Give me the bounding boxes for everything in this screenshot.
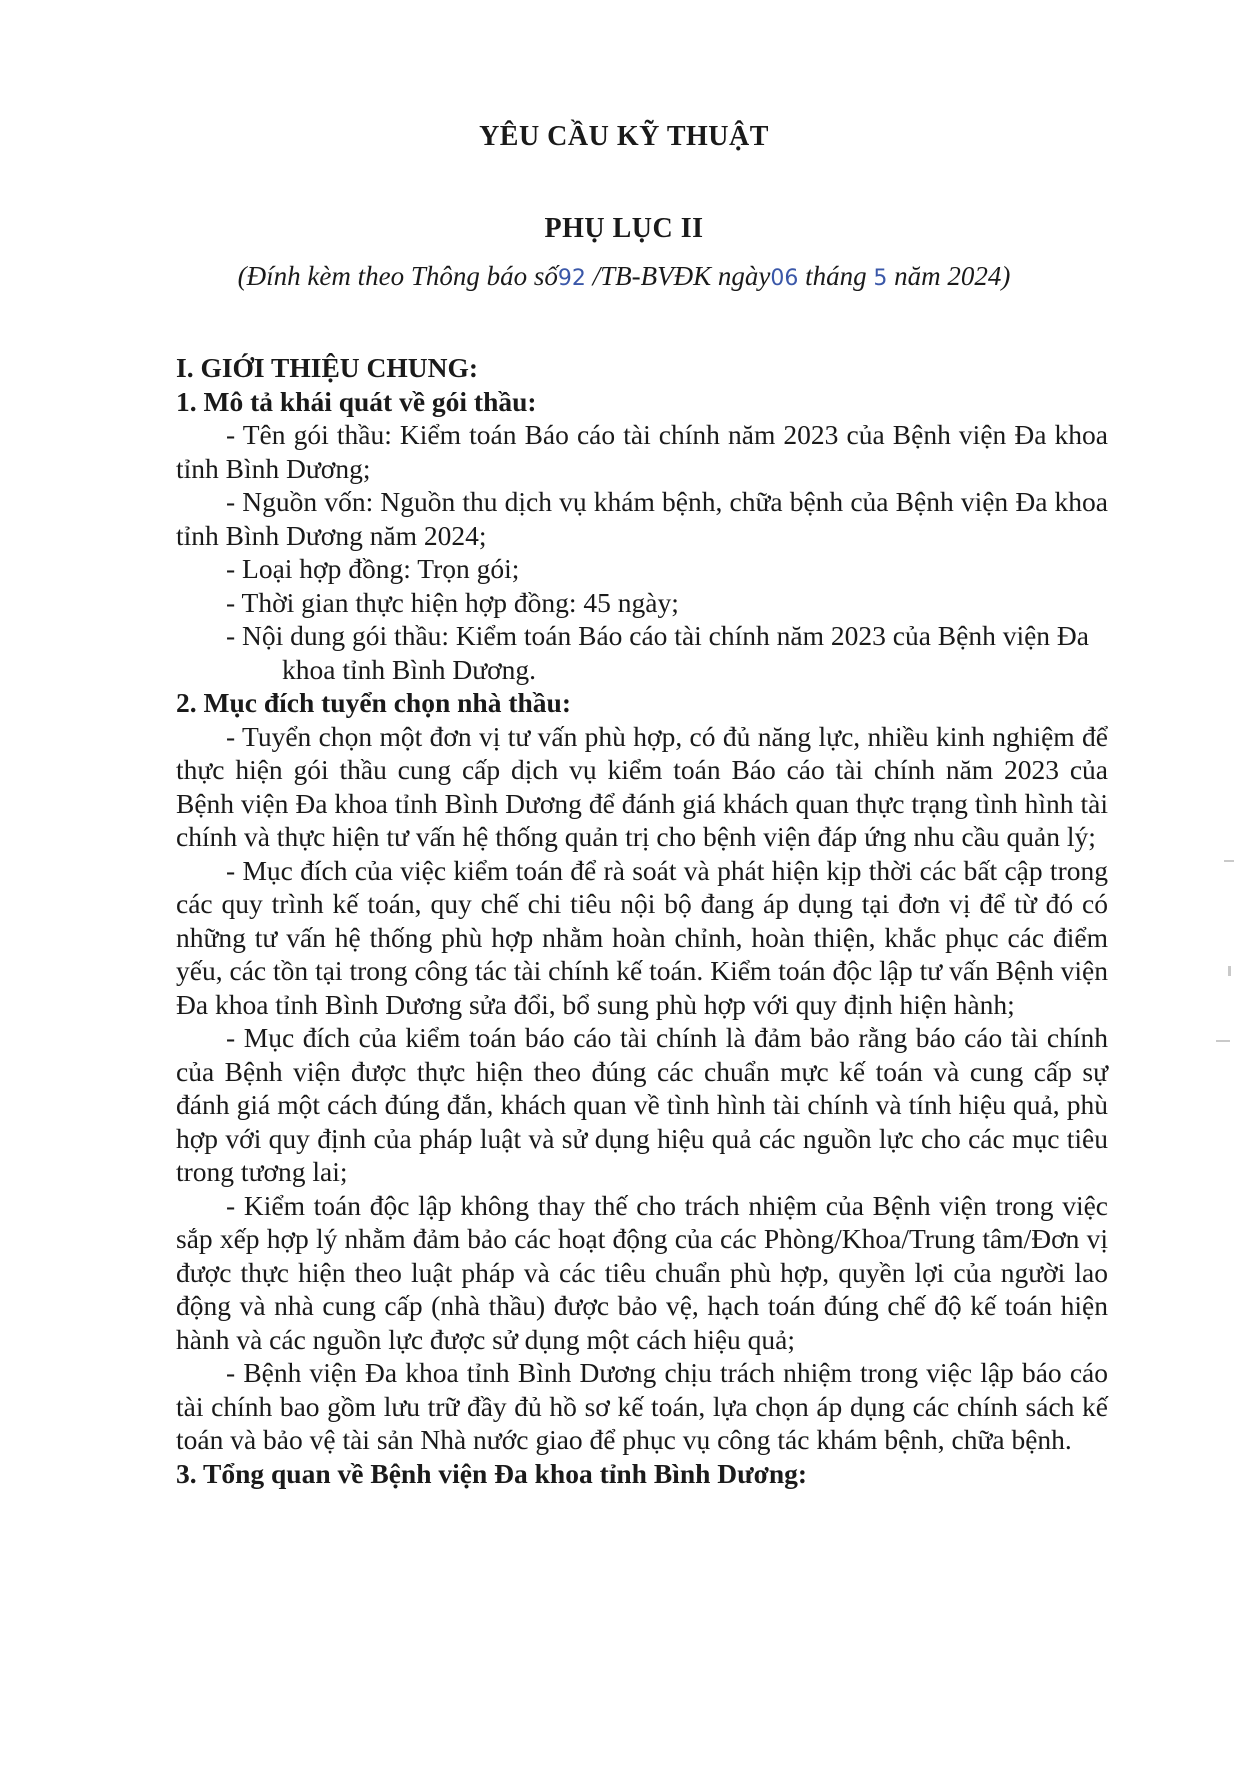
list-item: - Tên gói thầu: Kiểm toán Báo cáo tài chính năm 2023 của Bệnh viện Đa khoa tỉnh Bình Dương; bbox=[176, 419, 1108, 484]
handwritten-number: 92 bbox=[557, 266, 586, 291]
attachment-suffix: năm 2024) bbox=[894, 261, 1011, 291]
scan-mark bbox=[1228, 966, 1231, 976]
list-item: - Nguồn vốn: Nguồn thu dịch vụ khám bệnh, chữa bệnh của Bệnh viện Đa khoa tỉnh Bình Dương năm 2024; bbox=[176, 486, 1108, 551]
handwritten-month: 5 bbox=[873, 266, 888, 291]
list-item: - Loại hợp đồng: Trọn gói; bbox=[226, 553, 520, 584]
month-label: tháng bbox=[805, 261, 867, 291]
subsection-heading-3: 3. Tổng quan về Bệnh viện Đa khoa tỉnh Bình Dương: bbox=[176, 1457, 808, 1489]
handwritten-day: 06 bbox=[770, 266, 799, 291]
appendix-title: PHỤ LỤC II bbox=[544, 213, 704, 244]
subsection-heading-2: 2. Mục đích tuyển chọn nhà thầu: bbox=[176, 687, 572, 718]
attachment-prefix: (Đính kèm theo Thông báo số bbox=[237, 261, 558, 291]
attachment-mid: /TB-BVĐK ngày bbox=[592, 261, 771, 291]
document-body bbox=[176, 351, 1108, 1490]
scan-mark bbox=[1224, 860, 1234, 862]
list-item: - Nội dung gói thầu: Kiểm toán Báo cáo tài chính năm 2023 của Bệnh viện Đa khoa tỉnh Bình Dương. bbox=[226, 620, 1089, 685]
list-item: - Tuyển chọn một đơn vị tư vấn phù hợp, có đủ năng lực, nhiều kinh nghiệm để thực hiện gói thầu cung cấp dịch vụ kiểm toán Báo cáo tài chính năm 2023 của Bệnh viện Đa khoa tỉnh Bình Dương để đánh giá khách quan thực trạng tình hình tài chính và thực hiện tư vấn hệ thống quản trị cho bệnh viện đáp ứng nhu cầu quản lý; bbox=[176, 720, 1108, 852]
subsection-heading-1: 1. Mô tả khái quát về gói thầu: bbox=[176, 385, 537, 417]
scan-mark bbox=[1216, 1040, 1230, 1042]
attachment-note bbox=[0, 261, 1248, 292]
list-item: - Thời gian thực hiện hợp đồng: 45 ngày; bbox=[226, 586, 679, 618]
list-item: - Mục đích của việc kiểm toán để rà soát và phát hiện kịp thời các bất cập trong các quy trình kế toán, quy chế chi tiêu nội bộ đang áp dụng tại đơn vị để từ đó có những tư vấn hệ thống phù hợp nhằm hoàn chỉnh, hoàn thiện, khắc phục các điểm yếu, các tồn tại trong công tác tài chính kế toán. Kiểm toán độc lập tư vấn Bệnh viện Đa khoa tỉnh Bình Dương sửa đổi, bổ sung phù hợp với quy định hiện hành; bbox=[176, 854, 1108, 1020]
section-heading-1: I. GIỚI THIỆU CHUNG: bbox=[176, 352, 479, 383]
list-item: - Kiểm toán độc lập không thay thế cho trách nhiệm của Bệnh viện trong việc sắp xếp hợp lý nhằm đảm bảo các hoạt động của các Phòng/Khoa/Trung tâm/Đơn vị được thực hiện theo luật pháp và các tiêu chuẩn phù hợp, quyền lợi của người lao động và nhà cung cấp (nhà thầu) được bảo vệ, hạch toán đúng chế độ kế toán hiện hành và các nguồn lực được sử dụng một cách hiệu quả; bbox=[176, 1189, 1108, 1355]
document-title: YÊU CẦU KỸ THUẬT bbox=[479, 121, 769, 152]
list-item: - Bệnh viện Đa khoa tỉnh Bình Dương chịu trách nhiệm trong việc lập báo cáo tài chính bao gồm lưu trữ đầy đủ hồ sơ kế toán, lựa chọn áp dụng các chính sách kế toán và bảo vệ tài sản Nhà nước giao để phục vụ công tác khám bệnh, chữa bệnh. bbox=[176, 1357, 1108, 1455]
list-item: - Mục đích của kiểm toán báo cáo tài chính là đảm bảo rằng báo cáo tài chính của Bệnh viện được thực hiện theo đúng các chuẩn mực kế toán và cung cấp sự đánh giá một cách đúng đắn, khách quan về tình hình tài chính và tính hiệu quả, phù hợp với quy định của pháp luật và sử dụng hiệu quả các nguồn lực cho các mục tiêu trong tương lai; bbox=[176, 1022, 1108, 1187]
